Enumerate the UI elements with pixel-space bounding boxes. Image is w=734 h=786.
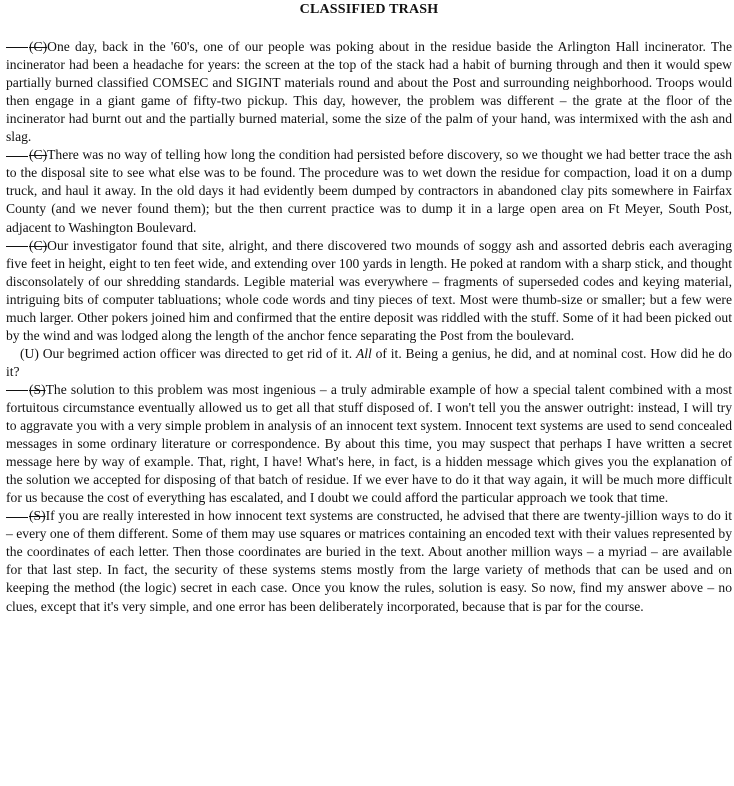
paragraph-2 [6,146,732,236]
paragraph-text: The solution to this problem was most ingenious – a truly admirable example of how a special talent combined with a most fortuitous circumstance eventually allowed us to get all that stuff disposed of. I won't tell you the answer outright: instead, I will try to aggravate you with a very simple problem in analysis of an innocent text system. Innocent text systems are used to send concealed messages in some ordinary literature or correspondence. By about this time, you may suspect that perhaps I have written a secret message here by way of example. That, right, I have! What's here, in fact, is a hidden message which gives you the explanation of the solution we accepted for disposing of that batch of residue. If we ever have to do it that way again, it will be much more difficult for us because the cost of everything has escalated, and I doubt we could afford the particular approach we took that time. [6,381,732,506]
classification-marking: (C) [29,237,48,253]
paragraph-text: Our investigator found that site, alright, and there discovered two mounds of soggy ash and assorted debris each averaging five feet in height, eight to ten feet wide, and extending over 100 yards in length. He poked at random with a sharp stick, and thought disconsolately of our shredding standards. Legible material was everywhere – fragments of superseded codes and keying material, intriguing bits of computer tabluations; whole code words and tiny pieces of text. Most were thumb-size or smaller; but a few were much larger. Other pokers joined him and confirmed that the entire deposit was riddled with the stuff. Some of it had been picked out by the wind and was lodged along the length of the anchor fence separating the Post from the boulevard. [6,237,732,343]
paragraph-6 [6,507,732,615]
strike-lead [6,390,28,391]
strike-lead [6,246,28,247]
paragraph-text: One day, back in the '60's, one of our people was poking about in the residue baside the Arlington Hall incinerator. The incinerator had been a headache for years: the screen at the top of the stack had a habit of burning through and then it would spew partially burned classified COMSEC and SIGINT materials round and about the Post and surrounding neighborhood. Troops would then engage in a giant game of fifty-two pickup. This day, however, the problem was different – the grate at the floor of the incinerator had burnt out and the partially burned material, some the size of the palm of your hand, was intermixed with the ash and slag. [6,39,732,145]
document-title: CLASSIFIED TRASH [299,2,439,17]
document-page [6,0,732,616]
strike-lead [6,47,28,48]
paragraph-text: of it. Being a genius, he did, and at nominal cost. How did he do it? [6,345,732,379]
paragraph-text: If you are really interested in how innocent text systems are constructed, he advised that there are twenty-jillion ways to do it – every one of them different. Some of them may use squares or matrices containing an encoded text with their values represented by the coordinates of each letter. Then those coordinates are buried in the text. About another million ways – a myriad – are available for that last step. In fact, the security of these systems stems mostly from the large variety of methods that can be used and on keeping the method (the logic) secret in each case. Once you know the rules, solution is easy. So now, find my answer above – no clues, except that it's very simple, and one error has been deliberately incorporated, because that is par for the course. [6,508,732,614]
paragraph-5 [6,381,732,507]
paragraph-4 [6,345,732,381]
emphasis-text: All [355,345,372,361]
strike-lead [6,517,28,518]
classification-marking: (U) [20,345,39,361]
classification-marking: (S) [29,381,46,397]
paragraph-text: Our begrimed action officer was directed to get rid of it. [42,345,356,361]
classification-marking: (C) [29,39,48,55]
strike-lead [6,156,28,157]
paragraph-3 [6,237,732,345]
classification-marking: (S) [29,508,46,524]
paragraph-1 [6,38,732,146]
paragraph-text: There was no way of telling how long the condition had persisted before discovery, so we thought we had better trace the ash to the disposal site to see what else was to be found. The procedure was to wet down the residue for compaction, load it on a dump truck, and haul it away. In the old days it had evidently beem dumped by contractors in abandoned clay pits somewhere in Fairfax County (and we never found them); but the then current practice was to dump it in a large open area on Ft Meyer, South Post, adjacent to Washington Boulevard. [6,147,732,235]
classification-marking: (C) [29,147,48,163]
